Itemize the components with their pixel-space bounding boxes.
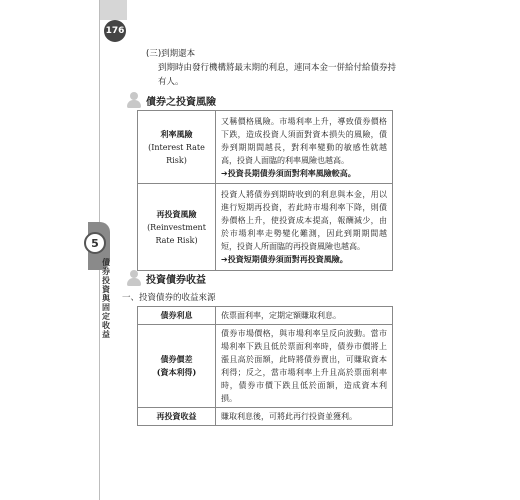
- redemption-label: (三)到期還本: [146, 49, 196, 59]
- return-name-cell: [138, 325, 216, 408]
- return-name: 再投資收益: [156, 411, 197, 421]
- person-icon: [126, 92, 142, 108]
- risk-desc: 又稱價格風險。市場利率上升，導致債券價格下跌，造成投資人須面對資本損失的風險，債券到期期間越長，對利率變動的敏感性就越高，投資人面臨的利率風險也越高。: [221, 116, 387, 165]
- table-row: [138, 325, 393, 408]
- page-corner-shade: [99, 0, 127, 20]
- table-row: [138, 184, 393, 271]
- risk-desc-cell: [216, 111, 393, 184]
- risk-name-cell: [138, 111, 216, 184]
- risk-name-en: (Interest Rate Risk): [148, 142, 205, 165]
- redemption-item: [146, 47, 396, 89]
- risk-desc-cell: [216, 184, 393, 271]
- risk-highlight: ➔投資短期債券須面對再投資風險。: [221, 255, 348, 264]
- return-list-item: 一、投資債券的收益來源: [122, 293, 216, 303]
- return-section-title: 投資債券收益: [146, 274, 206, 286]
- return-name: 債券利息: [160, 310, 193, 320]
- page-number: 176: [104, 20, 126, 42]
- risk-desc: 投資人將債券到期時收到的利息與本金，用以進行短期再投資，若此時市場利率下降，則債券價格上升，使投資成本提高，報酬減少，由於市場利率走勢變化難測，因此到期期間越短，投資人所面臨的再投資風險也越高。: [221, 190, 387, 251]
- redemption-text: 到期時由發行機構將最末期的利息，連同本金一併給付給債券持有人。: [158, 63, 397, 87]
- risk-section-title: 債券之投資風險: [146, 96, 216, 108]
- table-row: [138, 307, 393, 325]
- risk-name: 利率風險: [160, 128, 193, 139]
- return-name: 債券價差: [160, 354, 193, 364]
- risk-name-en: (Reinvestment Rate Risk): [147, 222, 206, 245]
- return-section-heading: [126, 270, 206, 286]
- return-desc: 債券市場價格，與市場利率呈反向波動。當市場利率下跌且低於票面利率時，債券市價將上漲且高於面額，此時將債券賣出，可賺取資本利得；反之，當市場利率上升且高於票面利率時，債券市價下跌且低於面額，造成資本利損。: [216, 325, 393, 408]
- risk-section-heading: [126, 92, 216, 108]
- return-desc: 賺取利息後，可將此再行投資並獲利。: [216, 408, 393, 426]
- risk-highlight: ➔投資長期債券須面對利率風險較高。: [221, 168, 356, 178]
- risk-table: [137, 110, 393, 271]
- return-table: [137, 306, 393, 426]
- return-desc: 依票面利率，定期定額賺取利息。: [216, 307, 393, 325]
- person-icon: [126, 270, 142, 286]
- return-name-cell: [138, 307, 216, 325]
- chapter-title: 債券投資與固定收益: [102, 258, 110, 339]
- risk-name-cell: [138, 184, 216, 271]
- table-row: [138, 111, 393, 184]
- chapter-number: 5: [84, 232, 106, 254]
- table-row: [138, 408, 393, 426]
- risk-name: 再投資風險: [156, 208, 197, 219]
- return-name-sub: (資本利得): [156, 367, 197, 377]
- return-name-cell: [138, 408, 216, 426]
